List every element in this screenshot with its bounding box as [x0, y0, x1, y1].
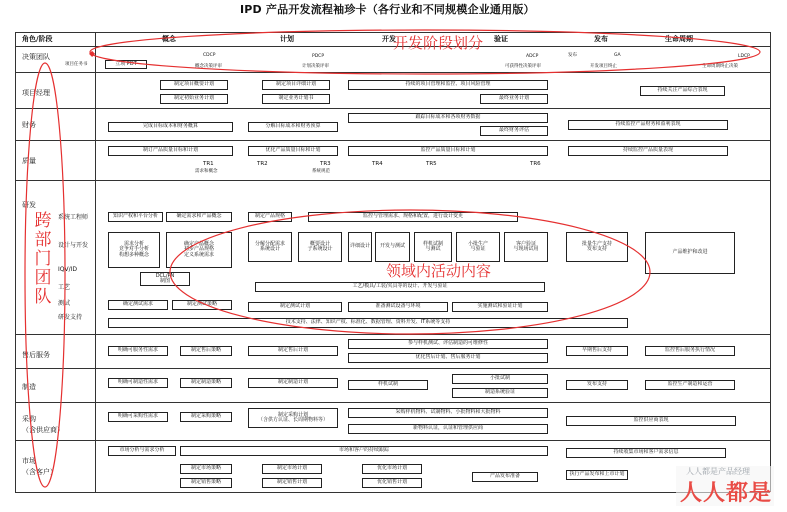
pm-box-7: 持续关注产品综合表现: [640, 86, 725, 96]
fin-box-4: 最终财务评估: [480, 126, 548, 136]
qa-tr5: TR5: [426, 161, 437, 167]
row-label-mfg: 制造: [22, 383, 36, 391]
rd-box-pilot: 小批生产 与验证: [456, 232, 500, 262]
svc-box-1: 明确可服务性需求: [108, 346, 168, 356]
decision-adcp-desc: 可获得性决策评审: [505, 64, 541, 69]
rd-box-prototype: 样机试制 与测试: [414, 232, 452, 262]
page-title: IPD 产品开发流程袖珍卡（各行业和不同规模企业通用版）: [240, 3, 535, 16]
header-phase-develop: 开发: [382, 35, 396, 43]
pur-box-5: 新物料认证，认证和管理供应商: [348, 424, 548, 434]
decision-pdcp-desc: 计划决策评审: [302, 64, 329, 69]
fin-box-3: 跟踪目标成本和各项财务数据: [348, 113, 548, 123]
rd-box-devtest: 开发与测试: [375, 232, 410, 262]
decision-box-charter: 立项 PDT: [105, 60, 147, 69]
mfg-box-3: 制定制造计划: [248, 378, 338, 388]
fin-box-1: 完成目标成本和财务概算: [108, 122, 233, 132]
header-phase-launch: 发布: [594, 35, 608, 43]
qa-box-4: 持续监控产品质量表现: [568, 146, 728, 156]
row-label-pm: 项目经理: [22, 89, 50, 97]
qa-tr1: TR1: [203, 161, 214, 167]
rd-box-testexec: 实施测试和验证计划: [452, 302, 548, 312]
mfg-box-2: 制定制造策略: [180, 378, 232, 388]
decision-cdcp: CDCP: [203, 53, 216, 58]
mkt-box-7: 优化市场计划: [362, 464, 422, 474]
mkt-box-10: 持续收集市场和客户需求信息: [566, 448, 726, 458]
decision-charter-doc: 项目任务书: [65, 62, 88, 67]
logo-brand: 人人都是: [680, 481, 773, 506]
rd-box-concept: 确定产品概念 初步产品规格 定义系统需求: [166, 232, 232, 268]
rd-box-monitor: 监控与管理需求、规格和配置，进行设计变更: [308, 212, 518, 222]
mkt-box-6: 制定销售计划: [262, 478, 322, 488]
qa-tr3: TR3: [320, 161, 331, 167]
rd-box-customer: 客户验证 与现场试用: [504, 232, 548, 262]
subrow-sys-eng: 系统工程师: [58, 214, 89, 221]
header-phase-lifecycle: 生命周期: [665, 35, 693, 43]
subrow-rd-support: 研发支持: [58, 314, 83, 321]
rd-box-ip: 知识产权和平台分析: [108, 212, 163, 222]
rd-box-testreq: 确定测试需求: [108, 300, 168, 310]
row-label-market: 市场 （含客户）: [22, 457, 57, 476]
qa-box-1: 制订产品质量目标和计划: [108, 146, 233, 156]
subrow-iqv: IQV/ID: [58, 266, 78, 273]
subrow-process: 工艺: [58, 284, 71, 291]
decision-terminate: 开发项目终止: [590, 64, 617, 69]
pur-box-6: 监控供应商表现: [566, 416, 736, 426]
qa-tr4: TR4: [372, 161, 383, 167]
qa-tr1-desc: 需求和概念: [195, 169, 218, 174]
decision-launch: 发布: [568, 53, 577, 58]
svc-box-5: 优化售后计划、售后服务计划: [348, 353, 548, 363]
decision-ga: GA: [614, 53, 621, 58]
row-label-quality: 质量: [22, 157, 36, 165]
pm-box-6: 最终业务计划: [480, 94, 548, 104]
decision-adcp: ADCP: [526, 54, 539, 59]
mkt-box-4: 制定销售策略: [180, 478, 232, 488]
pur-box-2: 制定采购策略: [180, 412, 232, 422]
subrow-design: 设计与开发: [58, 242, 89, 249]
rd-box-spec: 制定产品规格: [248, 212, 292, 222]
mkt-box-8: 优化销售计划: [362, 478, 422, 488]
rd-box-maintain: 产品维护和改进: [645, 232, 735, 274]
mkt-box-3: 制定市场策略: [180, 464, 232, 474]
header-phase-verify: 验证: [494, 35, 508, 43]
pur-box-4: 采购样机物料、试制物料、小批物料和大批物料: [348, 408, 548, 418]
rd-box-sysdesign: 分解分配需求 系统设计: [248, 232, 292, 262]
mkt-box-5: 制定市场计划: [262, 464, 322, 474]
header-role: 角色/阶段: [22, 35, 53, 43]
pur-box-1: 明确可采购性需求: [108, 412, 168, 422]
annotation-domain: 领域内活动内容: [386, 262, 492, 280]
svc-box-4: 参与样机测试、评估制造的可维修性: [348, 339, 548, 349]
pm-box-4: 制定业务计划书: [262, 94, 330, 104]
qa-tr2: TR2: [257, 161, 268, 167]
rd-box-analysis: 需求分析 竞争对手分析 构想多种概念: [108, 232, 160, 268]
pm-box-2: 制定初始业务计划: [160, 94, 228, 104]
svc-box-7: 监控售后服务执行情况: [645, 346, 735, 356]
rd-box-req: 确定需求和产品概念: [166, 212, 232, 222]
mkt-box-1: 市场分析与需求分析: [108, 446, 176, 456]
mkt-box-9: 产品发布准备: [472, 472, 538, 482]
mfg-box-6: 制造系统验证: [452, 388, 548, 398]
rd-box-detail: 详细设计: [348, 232, 372, 262]
fin-box-2: 分解目标成本和财务预算: [248, 122, 338, 132]
row-label-rd: 研发: [22, 201, 36, 209]
qa-tr6: TR6: [530, 161, 541, 167]
rd-box-dcl: DCL/PN 制图: [140, 272, 190, 286]
mfg-box-5: 小批试制: [452, 374, 548, 384]
pm-box-5: 持续的项目管理和监控、项目风险管理: [348, 80, 548, 90]
annotation-team: 跨部门团队: [34, 211, 52, 307]
watermark-logo: [676, 466, 774, 506]
qa-tr3-desc: 系统规范: [312, 169, 330, 174]
row-label-decision: 决策团队: [22, 53, 50, 61]
decision-diamond-icon: ◆: [89, 49, 96, 58]
rd-box-subsys: 概要设计 子系统设计: [298, 232, 342, 262]
mfg-box-4: 样机试制: [348, 380, 428, 390]
pm-box-3: 制定项目详细计划: [262, 80, 330, 90]
rd-box-process: 工艺/模具/工装/夹具等的设计、开发与验证: [255, 282, 545, 292]
rd-box-teststrat: 制定测试策略: [172, 300, 232, 310]
pm-box-1: 制定项目概要计划: [160, 80, 228, 90]
svc-box-2: 制定售后策略: [180, 346, 232, 356]
decision-ldcp: LDCP: [738, 54, 750, 59]
mfg-box-7: 发布支持: [566, 380, 628, 390]
mfg-box-1: 明确可制造性需求: [108, 378, 168, 388]
row-label-finance: 财务: [22, 121, 36, 129]
qa-box-3: 监控产品质量目标和计划: [348, 146, 548, 156]
qa-box-2: 优化产品质量目标和计划: [248, 146, 338, 156]
mkt-box-11: 执行产品发布和上市计划: [566, 470, 628, 480]
row-label-service: 售后服务: [22, 351, 50, 359]
rd-box-testenv: 准备测试设备与环境: [348, 302, 448, 312]
svc-box-6: 早期售后支持: [566, 346, 628, 356]
header-phase-plan: 计划: [280, 35, 294, 43]
mfg-box-8: 监控生产制造和运营: [645, 380, 735, 390]
rd-box-testplan: 制定测试计划: [248, 302, 342, 312]
subrow-test: 测试: [58, 300, 71, 307]
annotation-phase: 开发阶段划分: [393, 34, 484, 52]
logo-caption: 人人都是产品经理: [686, 467, 750, 476]
decision-pdcp: PDCP: [312, 54, 325, 59]
pur-box-3: 制定采购计划 （含供方认证、长周期物料等）: [248, 408, 338, 428]
decision-cdcp-desc: 概念决策评审: [195, 64, 222, 69]
header-phase-concept: 概念: [162, 35, 176, 43]
decision-ldcp-desc: 生命周期终止决策: [702, 64, 738, 69]
svc-box-3: 制定售后计划: [248, 346, 338, 356]
rd-box-massprod: 批量生产支持 发布支持: [566, 232, 628, 262]
fin-box-5: 持续监控产品财务和盈利表现: [568, 120, 728, 130]
row-label-purchase: 采购 （含供应商）: [22, 415, 64, 434]
mkt-box-2: 市场和客户的持续跟踪: [180, 446, 548, 456]
rd-box-support: 技术支持、法律、知识产权、标准化、数据管理、资料开发、IT系统等支持: [108, 318, 628, 328]
